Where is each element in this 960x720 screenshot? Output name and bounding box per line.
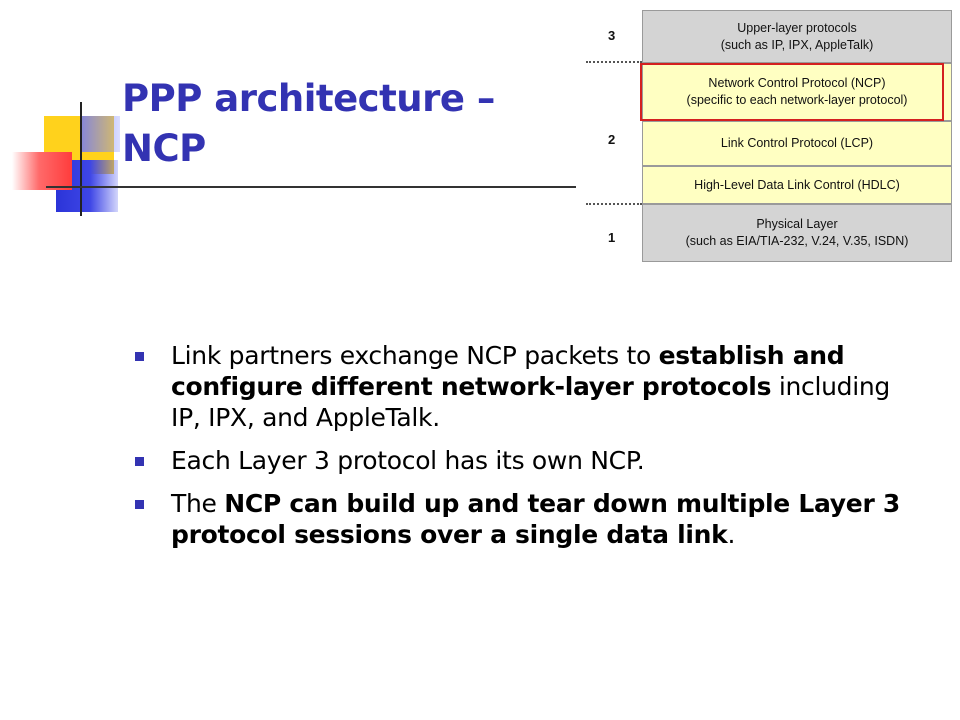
layer-number-1: 1 xyxy=(608,230,616,245)
layer-physical xyxy=(642,204,952,262)
layer-label: Upper-layer protocols xyxy=(737,20,857,35)
layer-sublabel: (such as IP, IPX, AppleTalk) xyxy=(720,37,874,52)
bullet-item xyxy=(134,488,904,550)
layer-number-3: 3 xyxy=(608,28,616,43)
layer-label: High-Level Data Link Control (HDLC) xyxy=(694,177,900,192)
bullet-marker-icon xyxy=(135,352,144,361)
bullet-text-part: The xyxy=(171,489,225,518)
layer-hdlc xyxy=(642,166,952,204)
bullet-text-part: Each Layer 3 protocol has its own NCP. xyxy=(171,446,645,475)
layer-upper-protocols xyxy=(642,10,952,63)
layer-sublabel: (specific to each network-layer protocol) xyxy=(686,93,908,107)
layer-boundary-dots-upper xyxy=(586,61,642,63)
layer-sublabel: (such as EIA/TIA-232, V.24, V.35, ISDN) xyxy=(685,234,909,248)
bullet-marker-icon xyxy=(135,500,144,509)
bullet-text-part: . xyxy=(727,520,736,549)
decorative-vertical-line xyxy=(80,102,82,216)
slide-title: PPP architecture – NCP xyxy=(122,77,495,170)
title-underline xyxy=(46,186,576,188)
bullet-list xyxy=(134,340,904,562)
layer-number-2: 2 xyxy=(608,132,616,147)
decorative-red-square xyxy=(12,152,72,190)
bullet-text-bold: NCP can build up and tear down multiple Layer 3 protocol sessions over a single data link xyxy=(171,489,900,549)
bullet-marker-icon xyxy=(135,457,144,466)
bullet-item xyxy=(134,445,904,476)
bullet-text-part: including IP, IPX, and AppleTalk. xyxy=(171,372,890,432)
bullet-text-part: Link partners exchange NCP packets to xyxy=(171,341,659,370)
layer-boundary-dots-lower xyxy=(586,203,642,205)
layer-label: Link Control Protocol (LCP) xyxy=(720,136,874,150)
layer-label: Physical Layer xyxy=(756,217,838,231)
bullet-text-bold: establish and configure different network-layer protocols xyxy=(171,341,845,401)
bullet-item xyxy=(134,340,904,433)
layer-label: Network Control Protocol (NCP) xyxy=(708,76,886,90)
ncp-highlight-box xyxy=(640,63,944,121)
layer-lcp xyxy=(642,121,952,166)
ppp-layer-diagram xyxy=(580,10,952,262)
decorative-light-blue-square xyxy=(80,116,120,152)
